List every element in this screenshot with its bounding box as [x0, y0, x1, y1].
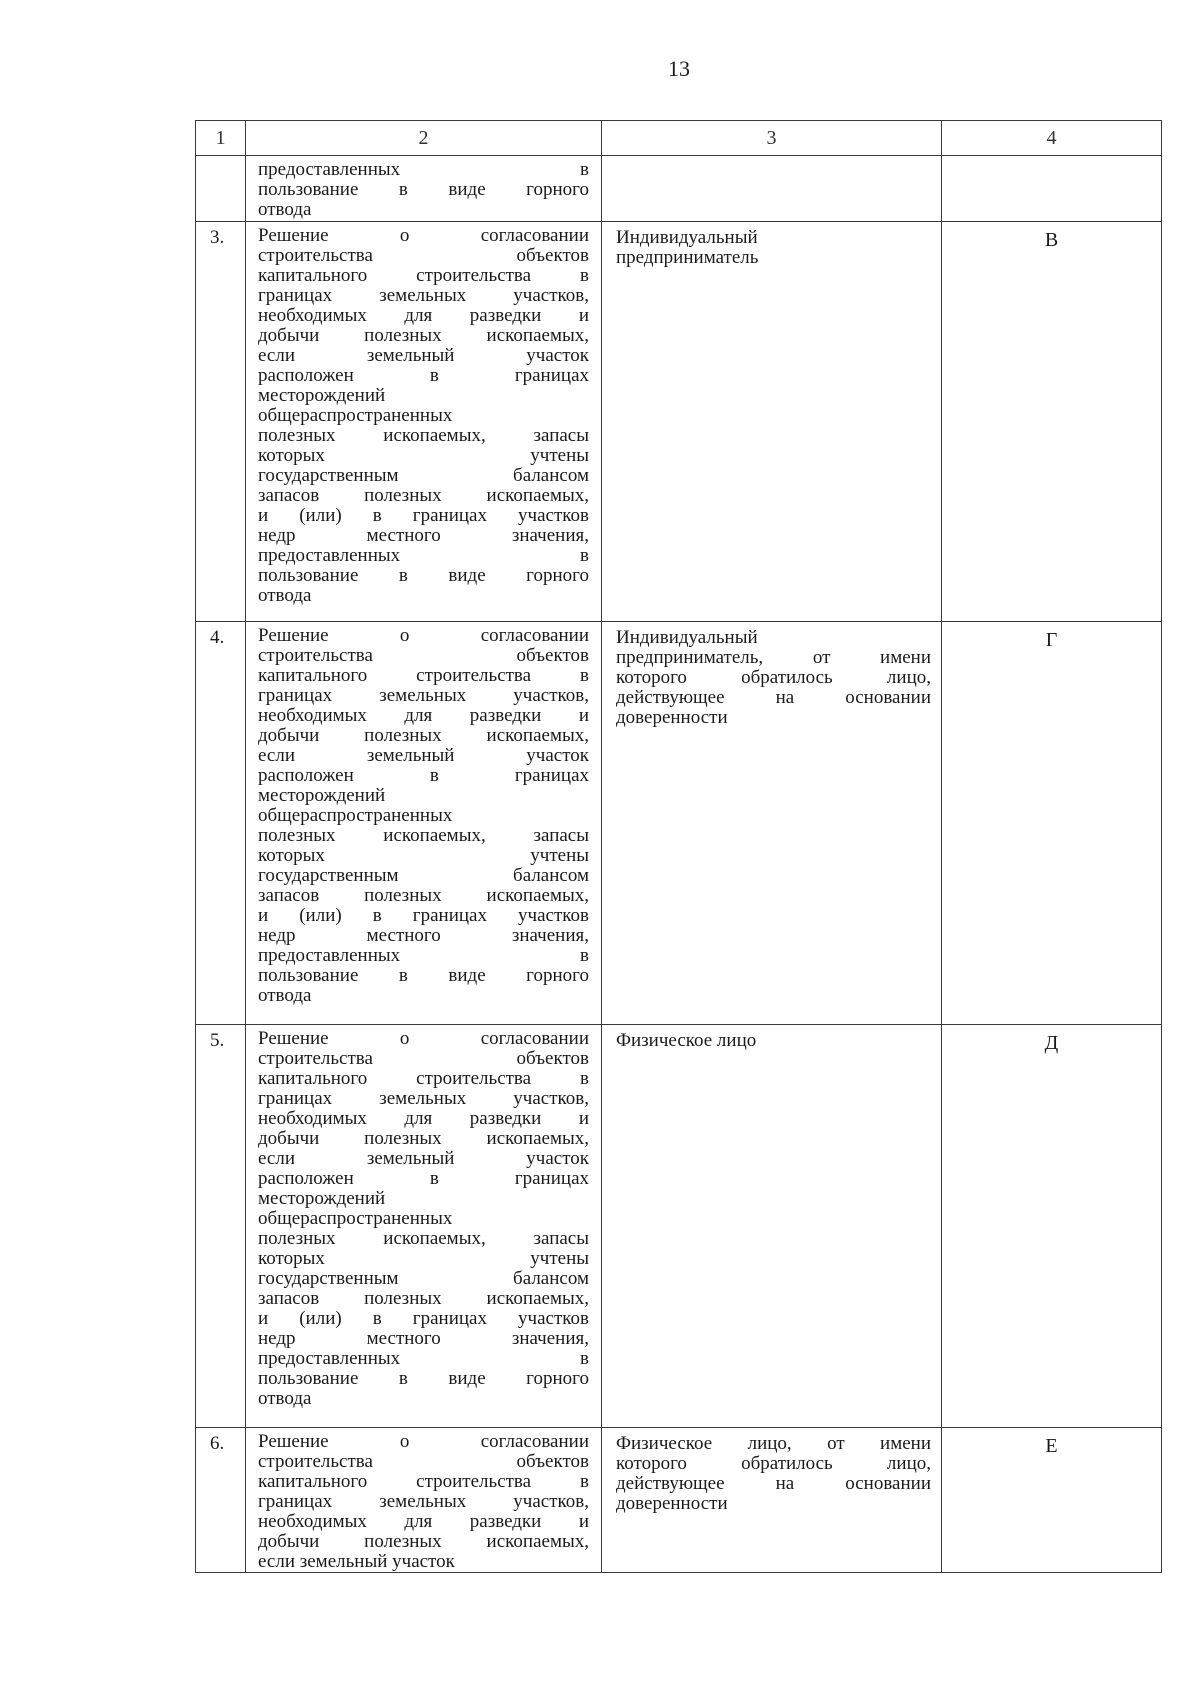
table-row — [196, 1025, 1162, 1428]
text-line: строительства объектов — [258, 1451, 589, 1472]
text-line: необходимых для разведки и — [258, 1108, 589, 1129]
text-line: Решение о согласовании — [258, 225, 589, 246]
text-line: доверенности — [616, 707, 728, 728]
text-line: добычи полезных ископаемых, — [258, 725, 589, 746]
text-line: и (или) в границах участков — [258, 505, 589, 526]
text-line: которых учтены — [258, 845, 589, 866]
text-line: которых учтены — [258, 445, 589, 466]
text-line: общераспространенных — [258, 805, 453, 826]
text-line: отвода — [258, 585, 312, 606]
text-line: Физическое лицо — [616, 1030, 757, 1051]
service-description-cell — [246, 1428, 602, 1573]
text-line: предприниматель — [616, 247, 759, 268]
applicant-cell — [602, 622, 942, 1025]
page-number: 13 — [668, 56, 690, 81]
text-line: государственным балансом — [258, 1268, 589, 1289]
text-line: пользование в виде горного — [258, 965, 589, 986]
text-line: общераспространенных — [258, 405, 453, 426]
text-line: Индивидуальный — [616, 227, 758, 248]
text-line: необходимых для разведки и — [258, 705, 589, 726]
service-description-cell — [246, 156, 602, 222]
text-line: капитального строительства в — [258, 665, 589, 686]
text-line: предприниматель, от имени — [616, 647, 931, 668]
text-line: которого обратилось лицо, — [616, 667, 931, 688]
table-row — [196, 622, 1162, 1025]
text-line: государственным балансом — [258, 465, 589, 486]
text-line: капитального строительства в — [258, 265, 589, 286]
text-line: границах земельных участков, — [258, 285, 589, 306]
text-line: которого обратилось лицо, — [616, 1453, 931, 1474]
row-number-cell: 3. — [196, 222, 246, 622]
text-line: границах земельных участков, — [258, 1088, 589, 1109]
column-header-2: 2 — [246, 121, 602, 156]
text-line: полезных ископаемых, запасы — [258, 825, 589, 846]
text-line: пользование в виде горного — [258, 1368, 589, 1389]
text-line: необходимых для разведки и — [258, 1511, 589, 1532]
code-cell: Е — [942, 1428, 1162, 1573]
text-line: предоставленных в — [258, 1348, 589, 1369]
text-line: которых учтены — [258, 1248, 589, 1269]
table-row-continuation — [196, 156, 1162, 222]
text-line: границах земельных участков, — [258, 1491, 589, 1512]
text-line: полезных ископаемых, запасы — [258, 425, 589, 446]
code-cell — [942, 156, 1162, 222]
text-line: если земельный участок — [258, 1148, 589, 1169]
text-line: строительства объектов — [258, 245, 589, 266]
text-line: Физическое лицо, от имени — [616, 1433, 931, 1454]
code-cell: Г — [942, 622, 1162, 1025]
text-line: пользование в виде горного — [258, 179, 589, 200]
applicant-cell — [602, 156, 942, 222]
applicant-cell — [602, 222, 942, 622]
row-number-cell: 6. — [196, 1428, 246, 1573]
text-line: предоставленных в — [258, 545, 589, 566]
text-line: доверенности — [616, 1493, 728, 1514]
text-line: общераспространенных — [258, 1208, 453, 1229]
text-line: добычи полезных ископаемых, — [258, 1531, 589, 1552]
applicant-cell — [602, 1428, 942, 1573]
text-line: если земельный участок — [258, 345, 589, 366]
text-line: строительства объектов — [258, 645, 589, 666]
text-line: запасов полезных ископаемых, — [258, 485, 589, 506]
code-cell: Д — [942, 1025, 1162, 1428]
text-line: недр местного значения, — [258, 925, 589, 946]
text-line: расположен в границах — [258, 365, 589, 386]
text-line: расположен в границах — [258, 1168, 589, 1189]
service-description-cell — [246, 222, 602, 622]
text-line: Индивидуальный — [616, 627, 758, 648]
text-line: действующее на основании — [616, 687, 931, 708]
text-line: добычи полезных ископаемых, — [258, 325, 589, 346]
text-line: Решение о согласовании — [258, 1028, 589, 1049]
text-line: добычи полезных ископаемых, — [258, 1128, 589, 1149]
table-header-row — [196, 121, 1162, 156]
text-line: Решение о согласовании — [258, 1431, 589, 1452]
text-line: недр местного значения, — [258, 525, 589, 546]
text-line: недр местного значения, — [258, 1328, 589, 1349]
text-line: если земельный участок — [258, 1551, 455, 1572]
row-number-cell: 4. — [196, 622, 246, 1025]
applicant-cell — [602, 1025, 942, 1428]
text-line: Решение о согласовании — [258, 625, 589, 646]
document-table — [195, 120, 1162, 1573]
text-line: запасов полезных ископаемых, — [258, 885, 589, 906]
text-line: отвода — [258, 985, 312, 1006]
text-line: месторождений — [258, 385, 386, 406]
table-row — [196, 1428, 1162, 1573]
text-line: полезных ископаемых, запасы — [258, 1228, 589, 1249]
text-line: капитального строительства в — [258, 1471, 589, 1492]
text-line: запасов полезных ископаемых, — [258, 1288, 589, 1309]
text-line: необходимых для разведки и — [258, 305, 589, 326]
column-header-1: 1 — [196, 121, 246, 156]
text-line: пользование в виде горного — [258, 565, 589, 586]
text-line: границах земельных участков, — [258, 685, 589, 706]
text-line: отвода — [258, 199, 312, 220]
text-line: строительства объектов — [258, 1048, 589, 1069]
row-number-cell: 5. — [196, 1025, 246, 1428]
text-line: предоставленных в — [258, 945, 589, 966]
text-line: отвода — [258, 1388, 312, 1409]
text-line: если земельный участок — [258, 745, 589, 766]
code-cell: В — [942, 222, 1162, 622]
text-line: предоставленных в — [258, 159, 589, 180]
service-description-cell — [246, 622, 602, 1025]
column-header-4: 4 — [942, 121, 1162, 156]
text-line: расположен в границах — [258, 765, 589, 786]
row-number-cell — [196, 156, 246, 222]
text-line: и (или) в границах участков — [258, 905, 589, 926]
text-line: месторождений — [258, 785, 386, 806]
text-line: и (или) в границах участков — [258, 1308, 589, 1329]
text-line: капитального строительства в — [258, 1068, 589, 1089]
text-line: месторождений — [258, 1188, 386, 1209]
text-line: действующее на основании — [616, 1473, 931, 1494]
column-header-3: 3 — [602, 121, 942, 156]
table-row — [196, 222, 1162, 622]
text-line: государственным балансом — [258, 865, 589, 886]
service-description-cell — [246, 1025, 602, 1428]
